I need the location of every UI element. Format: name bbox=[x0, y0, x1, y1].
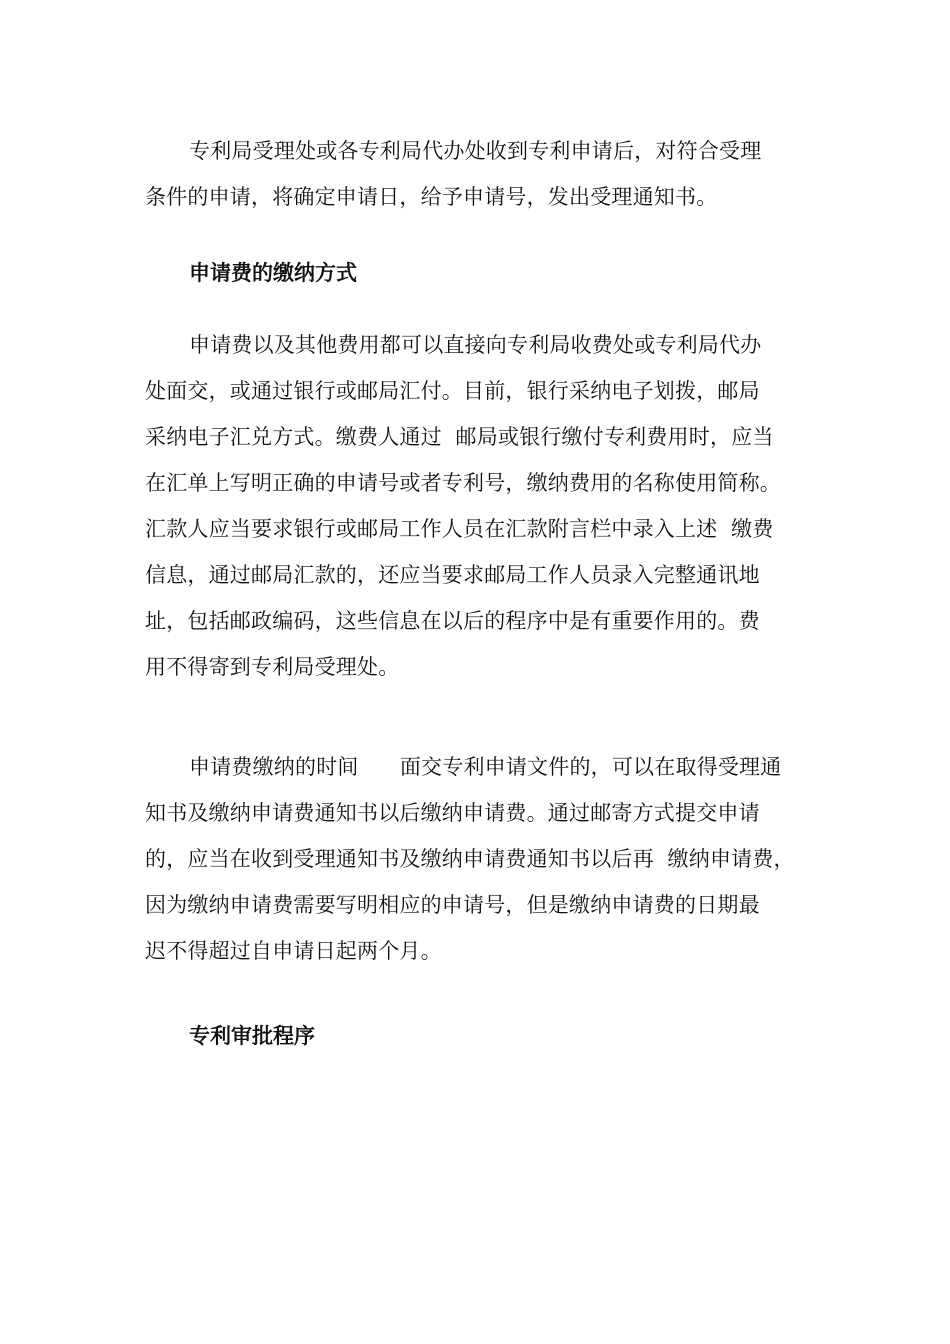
paragraph-line: 处面交，或通过银行或邮局汇付。目前，银行采纳电子划拨，邮局 bbox=[145, 379, 760, 403]
paragraph-line: 因为缴纳申请费需要写明相应的申请号，但是缴纳申请费的日期最 bbox=[145, 893, 760, 917]
paragraph-line: 迟不得超过自申请日起两个月。 bbox=[145, 939, 442, 963]
paragraph-line: 信息，通过邮局汇款的，还应当要求邮局工作人员录入完整通讯地 bbox=[145, 563, 760, 587]
paragraph-line: 申请费缴纳的时间 面交专利申请文件的，可以在取得受理通 bbox=[189, 755, 782, 779]
paragraph-line: 采纳电子汇兑方式。缴费人通过 邮局或银行缴付专利费用时，应当 bbox=[145, 425, 774, 449]
paragraph-line: 的，应当在收到受理通知书及缴纳申请费通知书以后再 缴纳申请费， bbox=[145, 847, 795, 871]
section-heading-fee-payment bbox=[145, 250, 825, 296]
paragraph-line: 条件的申请，将确定申请日，给予申请号，发出受理通知书。 bbox=[145, 185, 718, 209]
paragraph-line: 在汇单上写明正确的申请号或者专利号，缴纳费用的名称使用简称。 bbox=[145, 471, 781, 495]
section-heading-examination bbox=[145, 1013, 825, 1059]
heading-text: 申请费的缴纳方式 bbox=[189, 260, 357, 285]
paragraph-line: 知书及缴纳申请费通知书以后缴纳申请费。通过邮寄方式提交申请 bbox=[145, 801, 760, 825]
paragraph-line: 用不得寄到专利局受理处。 bbox=[145, 655, 400, 679]
paragraph-fee-payment bbox=[145, 322, 825, 690]
paragraph-receipt bbox=[145, 128, 825, 220]
paragraph-line: 申请费以及其他费用都可以直接向专利局收费处或专利局代办 bbox=[189, 333, 762, 357]
paragraph-fee-timing bbox=[145, 744, 825, 974]
heading-text: 专利审批程序 bbox=[189, 1023, 315, 1048]
paragraph-line: 址，包括邮政编码，这些信息在以后的程序中是有重要作用的。费 bbox=[145, 609, 760, 633]
paragraph-line: 汇款人应当要求银行或邮局工作人员在汇款附言栏中录入上述 缴费 bbox=[145, 517, 774, 541]
paragraph-line: 专利局受理处或各专利局代办处收到专利申请后，对符合受理 bbox=[189, 139, 762, 163]
